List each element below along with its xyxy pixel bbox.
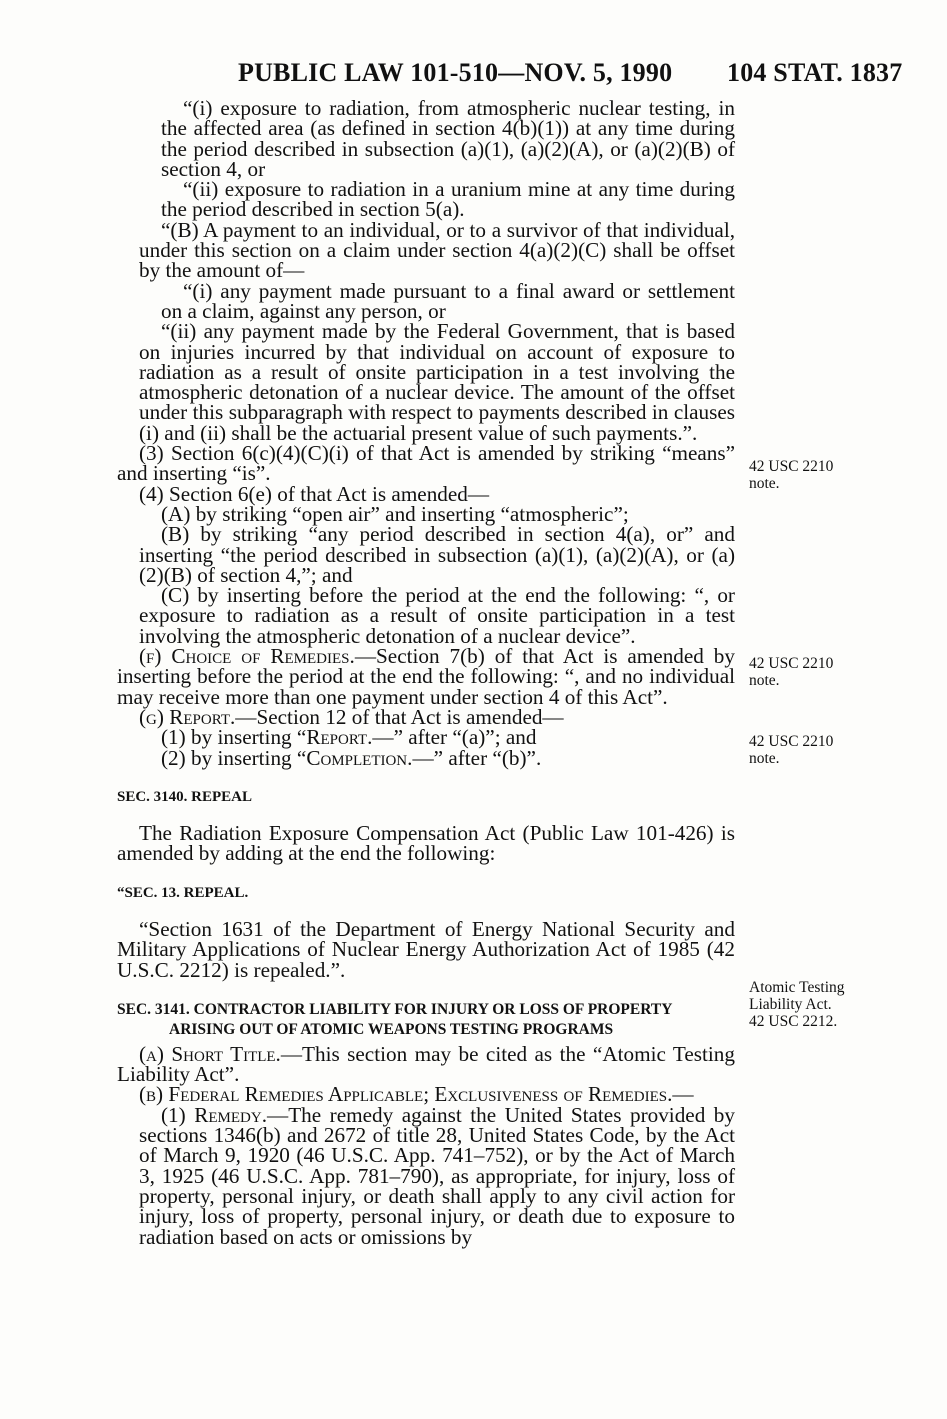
margin-note-usc-2 [749,655,833,689]
clause-i-atmospheric: “(i) exposure to radiation, from atmospheric nuclear testing, in the affected area (as defined in section 4(b)(1)) at any time during the period described in subsection (a)(1), (a)(2)(A), or (a)(2)(B) of section 4, or [161,96,735,181]
section-3141-heading-line2: ARISING OUT OF ATOMIC WEAPONS TESTING PROGRAMS [169,1020,614,1038]
margin-note-4-line3: 42 USC 2212. [749,1013,838,1030]
paragraph-2-text-a: (2) by inserting “ [161,745,307,770]
section-3140-heading: SEC. 3140. REPEAL [117,788,253,805]
subsection-f-text: —Section 7(b) of that Act is amended by inserting before the period at the end the following: “, and no individual may receive more than one payment under section 4 of this Act”. [117,644,735,709]
margin-note-3-line1: 42 USC 2210 [749,733,834,750]
margin-note-3-line2: note. [749,750,780,767]
subsection-b-dash: — [672,1082,694,1107]
margin-note-2-line2: note. [749,672,780,689]
margin-note-1-line2: note. [749,475,780,492]
paragraph-4-amendment: (4) Section 6(e) of that Act is amended— [139,481,490,506]
margin-note-4-line1: Atomic Testing [749,979,845,996]
margin-note-usc-1 [749,458,833,492]
paragraph-2-text-b: —” after “(b)”. [412,745,542,770]
section-13-text: “Section 1631 of the Department of Energy National Security and Military Applications of Nuclear Energy Authorization Act of 1985 (42 U.S.C. 2212) is repealed.”. [117,916,735,982]
paragraph-2-smallcaps: Completion. [306,745,413,770]
subsection-a-short-title [117,1041,735,1087]
margin-note-2-line1: 42 USC 2210 [749,655,834,672]
subsection-a-heading: (a) Short Title. [139,1041,281,1066]
subparagraph-b-period: (B) by striking “any period described in section 4(a), or” and inserting “the period described in subsection (a)(1), (a)(2)(A), or (a)(2)(B) of section 4,”; and [139,522,735,587]
running-header-stat-page: 104 STAT. 1837 [727,58,903,87]
section-13-heading: “SEC. 13. REPEAL. [117,884,249,901]
clause-ii-uranium: “(ii) exposure to radiation in a uranium mine at any time during the period described in section 5(a). [161,177,735,222]
statute-body [117,98,735,1247]
subsection-b-heading: (b) Federal Remedies Applicable; Exclusiveness of Remedies. [139,1082,673,1107]
paragraph-1-smallcaps: Report. [306,725,373,750]
margin-note-4-line2: Liability Act. [749,996,832,1013]
paragraph-1-remedy-heading: (1) Remedy. [161,1102,267,1127]
margin-note-usc-3 [749,733,833,767]
subsection-b-federal-remedies [117,1082,735,1107]
section-3141-heading [117,1000,735,1040]
subsection-a-text: —This section may be cited as the “Atomic Testing Liability Act”. [117,1041,735,1087]
subsection-f-heading: (f) Choice of Remedies. [139,644,355,669]
section-3141-heading-line1: SEC. 3141. CONTRACTOR LIABILITY FOR INJURY OR LOSS OF PROPERTY [117,1000,673,1018]
clause-i-final-award: “(i) any payment made pursuant to a final award or settlement on a claim, against any person, or [161,278,735,323]
paragraph-3-amendment: (3) Section 6(c)(4)(C)(i) of that Act is amended by striking “means” and inserting “is”. [117,441,735,486]
clause-ii-federal-payment: “(ii) any payment made by the Federal Government, that is based on injuries incurred by that individual on account of exposure to radiation as a result of onsite participation in a test involving the atmospheric detonation of a nuclear device. The amount of the offset under this subparagraph with respect to payments described in clauses (i) and (ii) shall be the actuarial present value of such payments.”. [139,319,735,445]
margin-note-atomic-testing [749,979,845,1030]
subsection-g-heading: (g) Report. [139,704,236,729]
subparagraph-c-onsite: (C) by inserting before the period at the end the following: “, or exposure to radiation as a result of onsite participation in a test involving the atmospheric detonation of a nuclear device”. [139,583,735,648]
margin-note-1-line1: 42 USC 2210 [749,458,834,475]
paragraph-1-remedy-text: —The remedy against the United States provided by sections 1346(b) and 2672 of title 28, United States Code, by the Act of March 9, 1920 (46 U.S.C. App. 741–752), or by the Act of March 3, 1925 (46 U.S.C. App. 781–790), as appropriate, for injury, loss of property, personal injury, or death shall apply to any civil action for injury, loss of property, personal injury, or death due to exposure to radiation based on acts or omissions by [139,1102,735,1249]
subsection-g-text: —Section 12 of that Act is amended— [235,704,564,729]
subparagraph-b-offset: “(B) A payment to an individual, or to a survivor of that individual, under this section on a claim under section 4(a)(2)(C) shall be offset by the amount of— [139,217,735,283]
paragraph-1-text-b: —” after “(a)”; and [372,725,537,750]
paragraph-1-remedy [117,1102,735,1249]
paragraph-1-text-a: (1) by inserting “ [161,725,307,750]
subparagraph-a-open-air: (A) by striking “open air” and inserting “atmospheric”; [161,501,629,526]
paragraph-2-completion [117,745,735,770]
paragraph-1-report [117,725,735,750]
running-header-title: PUBLIC LAW 101-510—NOV. 5, 1990 [238,58,673,87]
section-3140-text: The Radiation Exposure Compensation Act (Public Law 101-426) is amended by adding at the end the following: [117,821,735,866]
subsection-f-choice-of-remedies [117,646,735,707]
subsection-g-report [117,704,735,729]
